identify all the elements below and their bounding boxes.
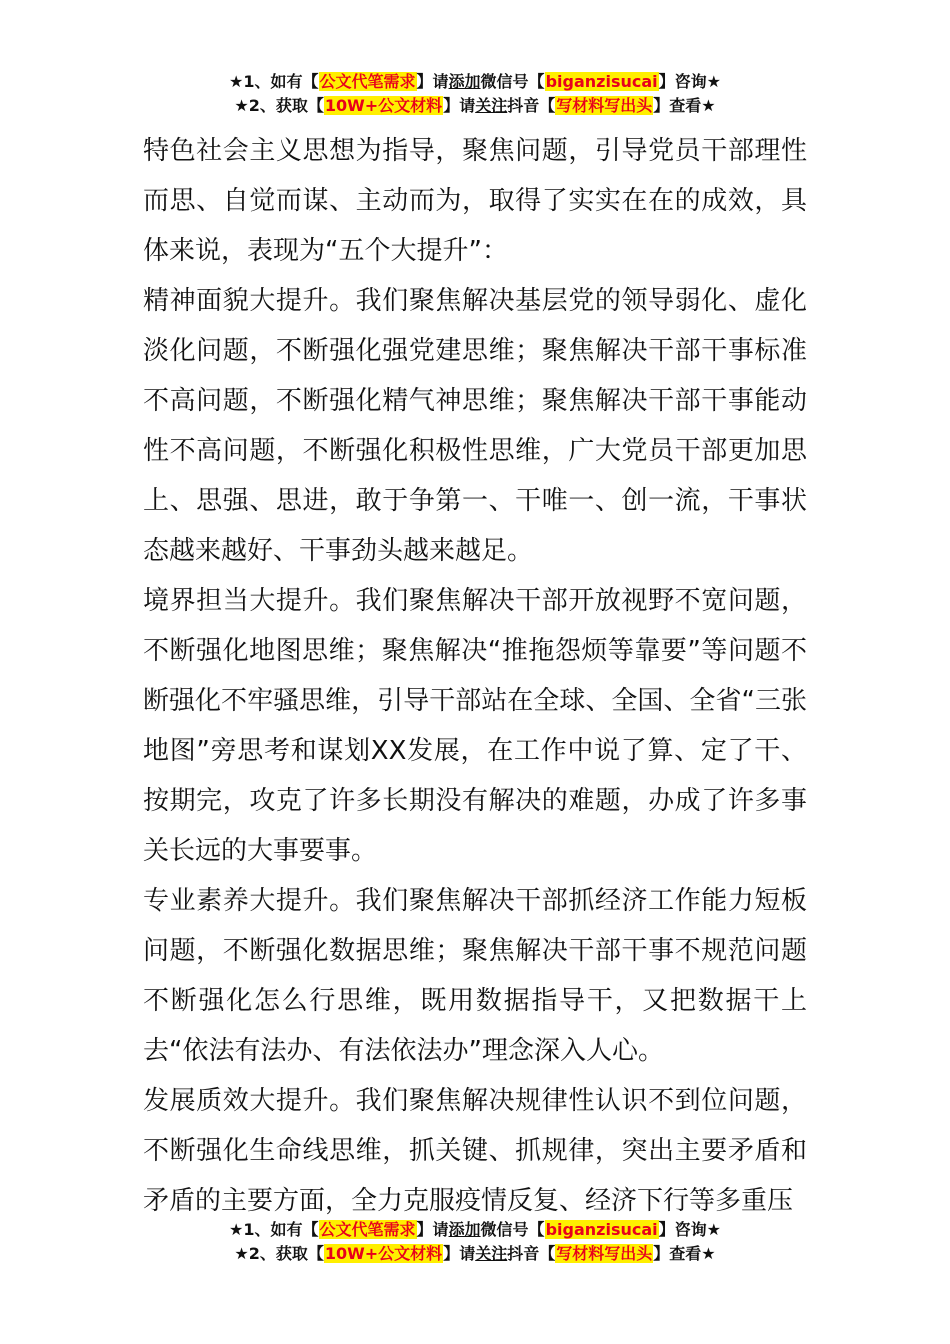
banner-text: 】请 (443, 1244, 476, 1263)
document-body (143, 126, 807, 1226)
banner-line-1 (0, 1218, 950, 1242)
banner-text: 】请 (416, 72, 449, 91)
paragraph: 发展质效大提升。我们聚焦解决规律性认识不到位问题，不断强化生命线思维，抓关键、抓规律，突出主要矛盾和矛盾的主要方面，全力克服疫情反复、经济下行等多重压 (143, 1086, 807, 1216)
banner-highlight: 公文代笔需求 (319, 72, 416, 91)
banner-text: 】咨询★ (658, 1220, 721, 1239)
banner-underline: 添加 (448, 1220, 481, 1239)
banner-text: 抖音【 (507, 96, 556, 115)
banner-text: 】查看★ (653, 1244, 716, 1263)
banner-highlight: 写材料写出头 (556, 96, 653, 115)
banner-text: ★1、如有【 (229, 1220, 319, 1239)
banner-text: ★2、获取【 (234, 1244, 324, 1263)
banner-underline: 关注 (475, 96, 508, 115)
banner-text: 】请 (443, 96, 476, 115)
banner-underline: 关注 (475, 1244, 508, 1263)
banner-highlight: 写材料写出头 (556, 1244, 653, 1263)
banner-highlight: 公文代笔需求 (319, 1220, 416, 1239)
banner-highlight: biganzisucai (545, 72, 658, 91)
banner-highlight: biganzisucai (545, 1220, 658, 1239)
paragraph: 精神面貌大提升。我们聚焦解决基层党的领导弱化、虚化淡化问题，不断强化强党建思维；聚焦解决干部干事标准不高问题，不断强化精气神思维；聚焦解决干部干事能动性不高问题，不断强化积极性思维，广大党员干部更加思上、思强、思进，敢于争第一、干唯一、创一流，干事状态越来越好、干事劲头越来越足。 (143, 286, 807, 566)
footer-banner (0, 1218, 950, 1266)
banner-text: ★2、获取【 (234, 96, 324, 115)
banner-text: 】咨询★ (658, 72, 721, 91)
banner-text: 微信号【 (480, 72, 545, 91)
banner-text: 微信号【 (480, 1220, 545, 1239)
banner-underline: 添加 (448, 72, 481, 91)
paragraph: 专业素养大提升。我们聚焦解决干部抓经济工作能力短板问题，不断强化数据思维；聚焦解决干部干事不规范问题不断强化怎么行思维，既用数据指导干，又把数据干上去“依法有法办、有法依法办”理念深入人心。 (143, 886, 807, 1066)
banner-text: ★1、如有【 (229, 72, 319, 91)
banner-text: 】查看★ (653, 96, 716, 115)
banner-line-1 (0, 70, 950, 94)
banner-line-2 (0, 94, 950, 118)
banner-highlight: 10W+公文材料 (324, 1244, 443, 1263)
paragraph: 境界担当大提升。我们聚焦解决干部开放视野不宽问题，不断强化地图思维；聚焦解决“推拖怨烦等靠要”等问题不断强化不牢骚思维，引导干部站在全球、全国、全省“三张地图”旁思考和谋划XX发展，在工作中说了算、定了干、按期完，攻克了许多长期没有解决的难题，办成了许多事关长远的大事要事。 (143, 586, 807, 866)
banner-line-2 (0, 1242, 950, 1266)
banner-highlight: 10W+公文材料 (324, 96, 443, 115)
banner-text: 抖音【 (507, 1244, 556, 1263)
paragraph: 特色社会主义思想为指导，聚焦问题，引导党员干部理性而思、自觉而谋、主动而为，取得了实实在在的成效，具体来说，表现为“五个大提升”： (143, 136, 807, 266)
banner-text: 】请 (416, 1220, 449, 1239)
header-banner (0, 70, 950, 118)
